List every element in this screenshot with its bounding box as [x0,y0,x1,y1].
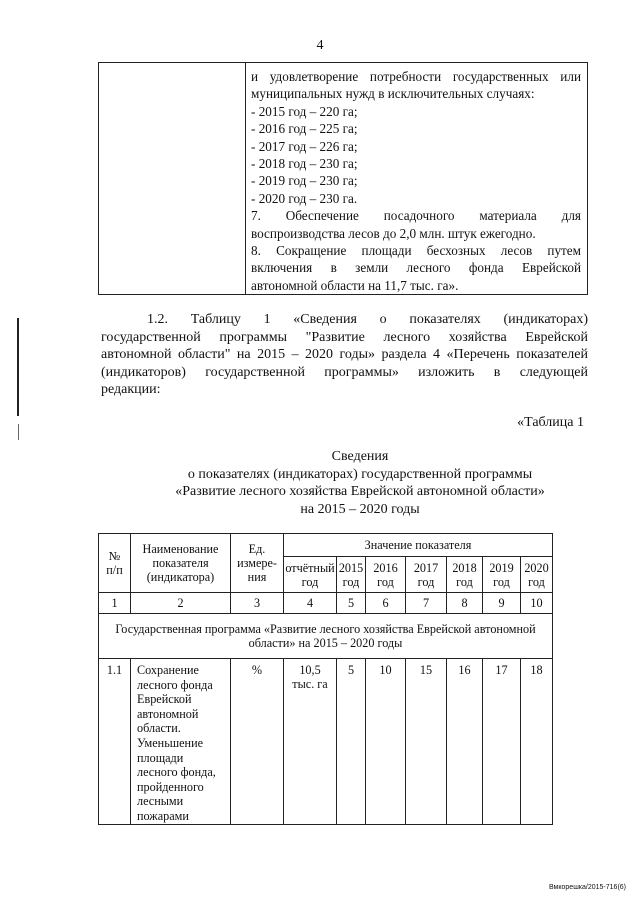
continuation-line: - 2017 год – 226 га; [251,138,358,154]
continuation-line: 8. Сокращение площади бесхозных лесов путем [251,243,581,259]
header-unit: Ед. измере- ния [231,534,284,593]
paragraph-line: редакции: [101,382,161,398]
header-value: Значение показателя [284,534,553,557]
column-number: 6 [366,593,406,614]
name-line: автономной [137,706,199,721]
name-line: пожарами [137,808,189,823]
continuation-cell [251,68,581,294]
name-line: площади [137,750,184,765]
title-line: на 2015 – 2020 годы [300,501,420,517]
name-line: Еврейской [137,692,192,707]
column-number: 8 [447,593,483,614]
header-year: 2018 год [447,557,483,593]
continuation-line: воспроизводства лесов до 2,0 млн. штук ежегодно. [251,225,536,241]
paragraph-line: (индикаторов) государственной программы» изложить в следующей [101,364,588,380]
row-indicator-name [131,659,231,825]
row-value: 10,5 тыс. га [284,659,337,825]
column-number: 5 [337,593,366,614]
continuation-line: - 2019 год – 230 га; [251,173,358,189]
column-number: 9 [483,593,521,614]
row-number: 1.1 [99,659,131,825]
name-line: пройденного [137,779,204,794]
name-line: области. [137,721,181,736]
row-value: 17 [483,659,521,825]
table-reference: «Таблица 1 [517,415,584,430]
continuation-divider [245,63,246,294]
column-number: 3 [231,593,284,614]
header-year: 2015 год [337,557,366,593]
paragraph-line: 1.2. Таблицу 1 «Сведения о показателях (индикаторах) [147,312,588,327]
name-line: Уменьшение [137,735,204,750]
paragraph-line: автономной области" на 2015 – 2020 годы» раздела 4 «Перечень показателей [101,347,588,363]
column-number: 7 [406,593,447,614]
continuation-line: муниципальных нужд в исключительных случаях: [251,86,535,102]
title-line: «Развитие лесного хозяйства Еврейской автономной области» [175,484,545,500]
row-value: 18 [521,659,553,825]
table-title [0,448,640,518]
name-line: лесного фонда [137,677,213,692]
column-number: 2 [131,593,231,614]
document-stamp: Вмкорешка/2015-716(6) [548,884,626,891]
program-row: Государственная программа «Развитие лесного хозяйства Еврейской автономной области» на 2015 – 2020 годы [99,614,553,659]
amendment-paragraph [101,311,588,399]
indicators-table [98,533,553,825]
margin-mark-small [18,424,19,440]
column-number: 4 [284,593,337,614]
row-value: 5 [337,659,366,825]
name-line: Сохранение [137,663,199,677]
name-line: лесными [137,794,184,809]
title-line: Сведения [331,449,389,464]
continuation-line: и удовлетворение потребности государственных или [251,69,581,84]
continuation-table [98,62,588,295]
header-year: 2020 год [521,557,553,593]
column-number: 10 [521,593,553,614]
header-year: 2019 год [483,557,521,593]
continuation-line: - 2020 год – 230 га. [251,190,358,206]
column-number: 1 [99,593,131,614]
continuation-line: - 2016 год – 225 га; [251,121,358,137]
header-name: Наименование показателя (индикатора) [131,534,231,593]
row-value: 10 [366,659,406,825]
header-year: 2017 год [406,557,447,593]
continuation-line: - 2015 год – 220 га; [251,103,358,119]
continuation-line: включения в земли лесного фонда Еврейской [251,260,581,276]
paragraph-line: государственной программы "Развитие лесного хозяйства Еврейской [101,329,588,345]
continuation-line: автономной области на 11,7 тыс. га». [251,277,459,293]
title-line: о показателях (индикаторах) государственной программы [187,466,533,482]
row-value: 16 [447,659,483,825]
page-number: 4 [316,38,324,53]
header-year: отчётный год [284,557,337,593]
row-unit: % [231,659,284,825]
row-value: 15 [406,659,447,825]
header-year: 2016 год [366,557,406,593]
name-line: лесного фонда, [137,765,216,780]
margin-mark [17,318,19,416]
table-row [99,659,553,825]
header-number: № п/п [99,534,131,593]
continuation-line: - 2018 год – 230 га; [251,156,358,172]
continuation-line: 7. Обеспечение посадочного материала для [251,208,581,224]
